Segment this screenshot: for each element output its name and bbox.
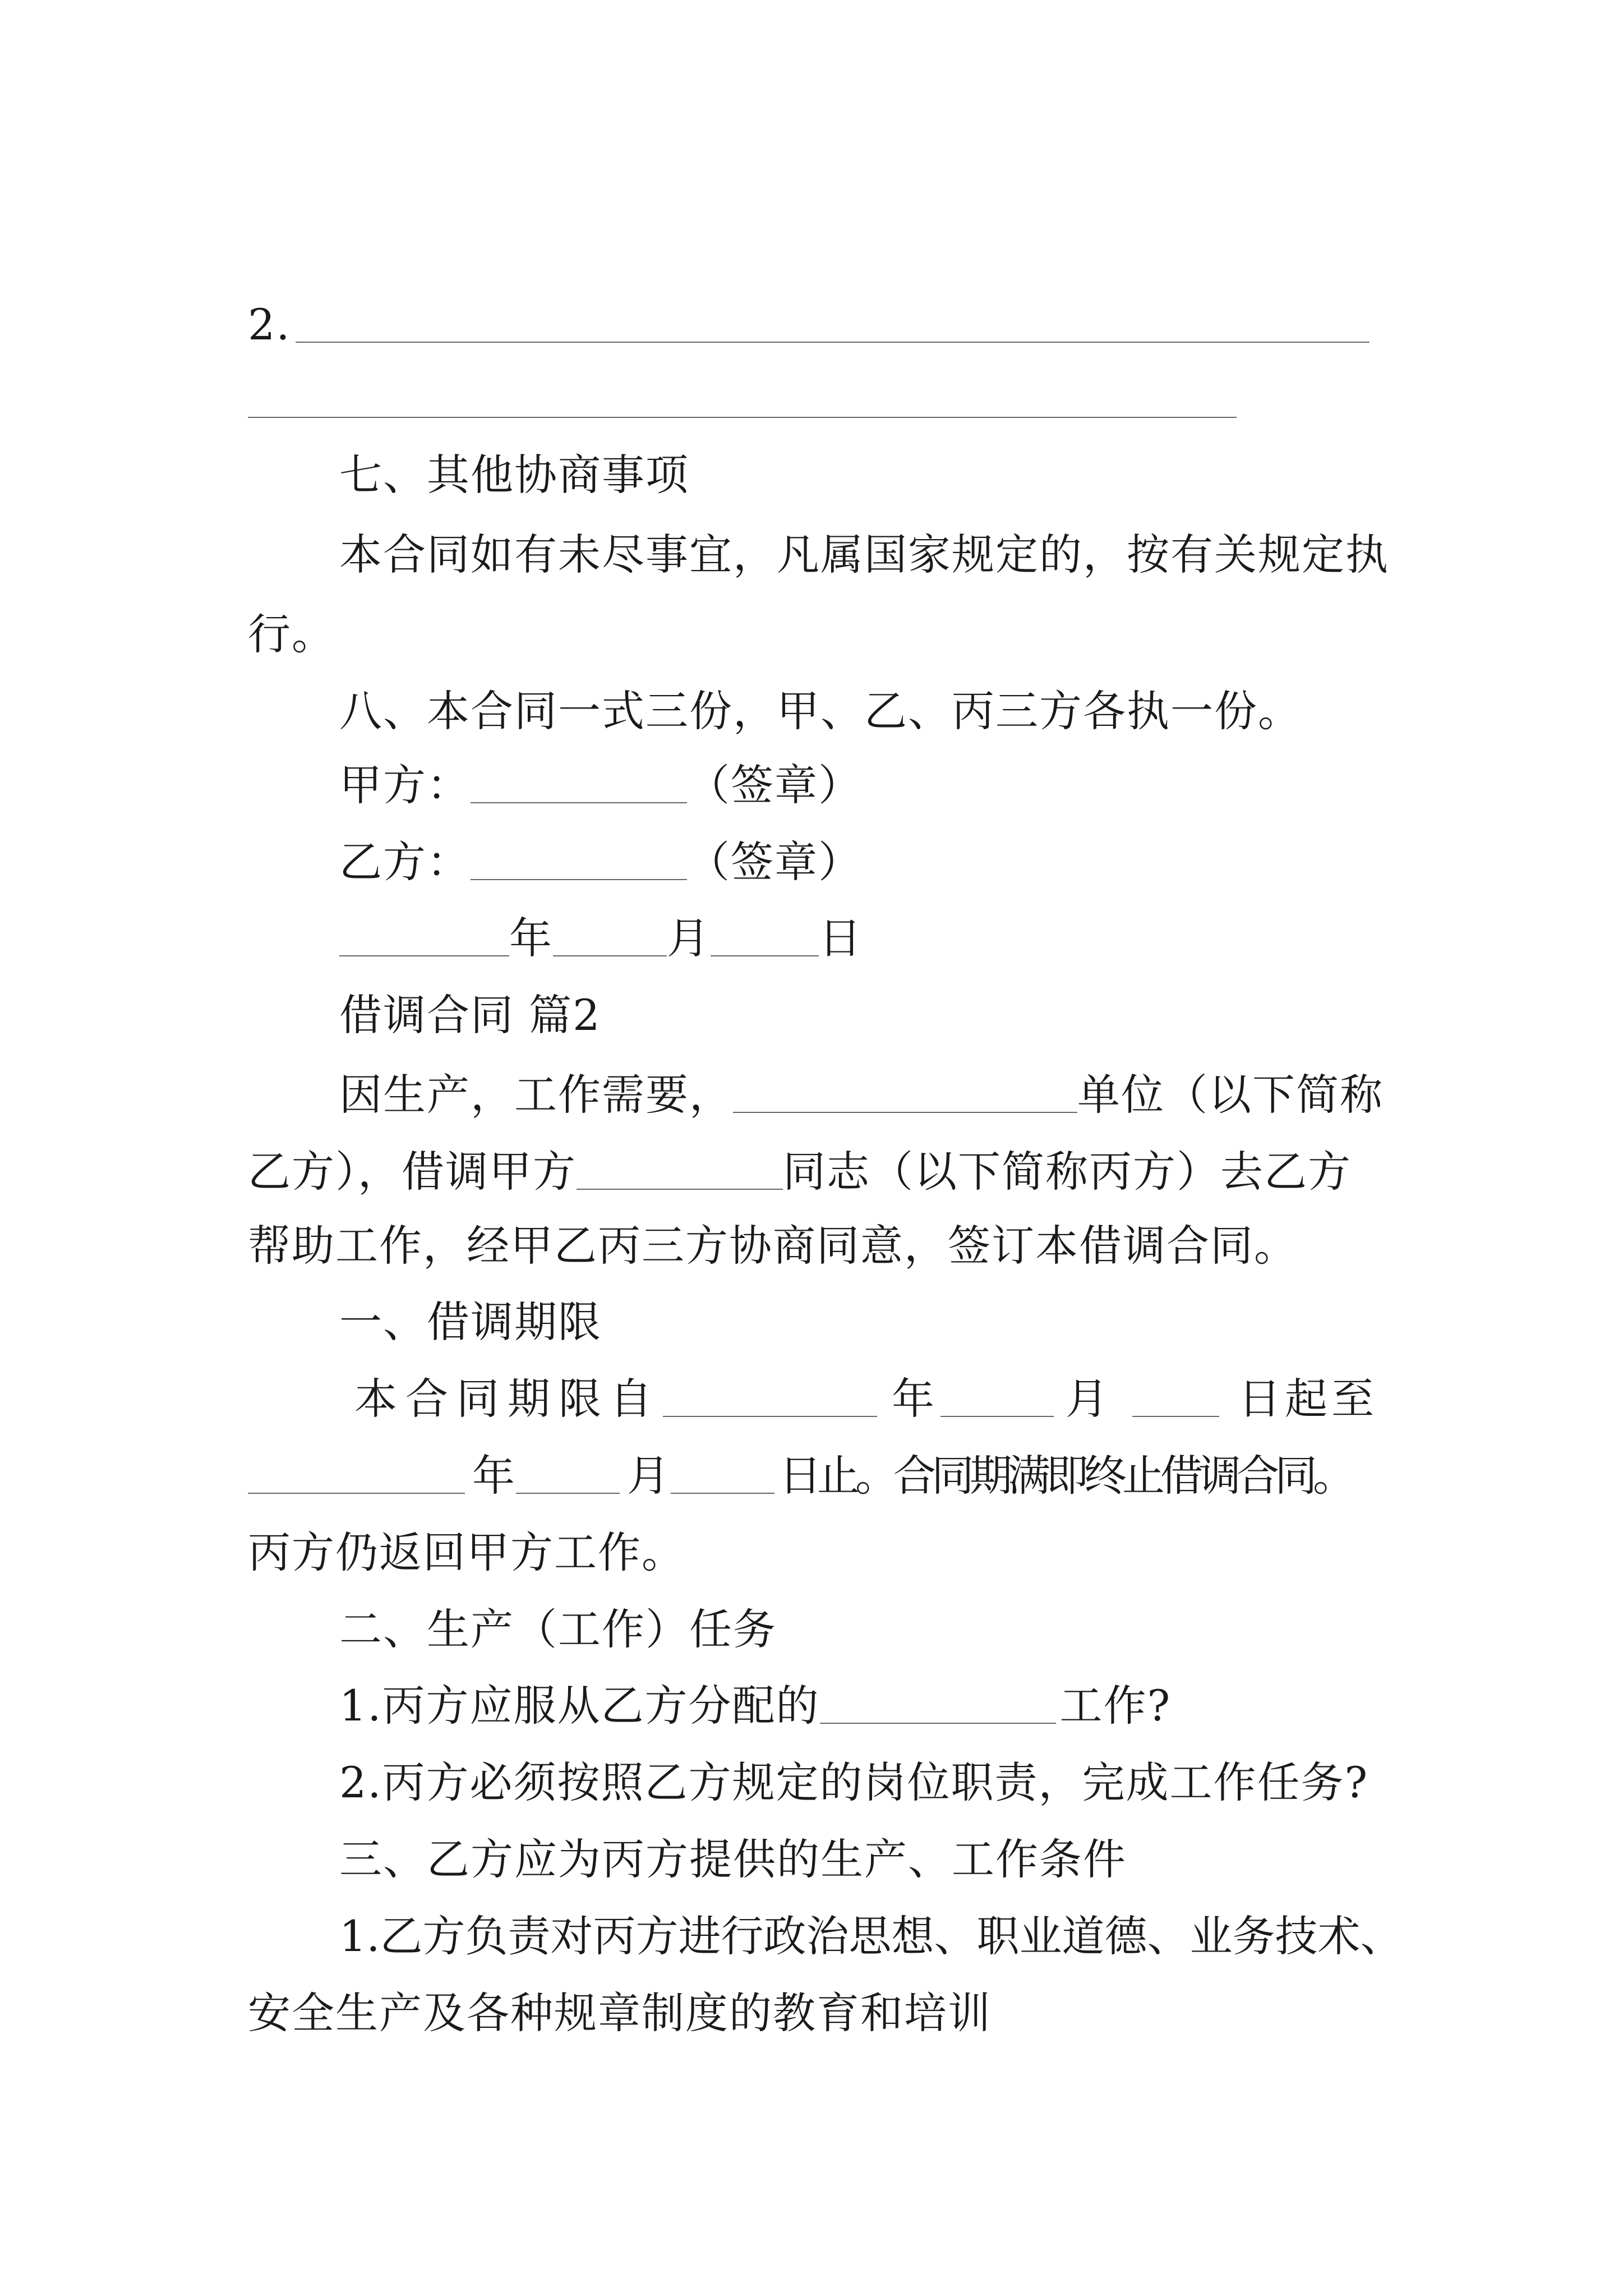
party-b-seal-note: （签章） bbox=[687, 837, 862, 887]
month-label: 月 bbox=[667, 913, 711, 963]
year-label: 年 bbox=[892, 1374, 935, 1424]
section-1-heading: 一、借调期限 bbox=[339, 1297, 602, 1347]
blank-line bbox=[471, 802, 687, 803]
intro-line-2-end: 同志（以下简称丙方）去乙方 bbox=[783, 1147, 1352, 1197]
blank-line bbox=[733, 1112, 1077, 1113]
intro-line-1-start: 因生产，工作需要， bbox=[339, 1070, 733, 1120]
section-2-item-1-end: 工作? bbox=[1059, 1681, 1172, 1731]
party-b-signature bbox=[339, 834, 862, 890]
blank-line bbox=[296, 342, 1370, 343]
party-a-seal-note: （签章） bbox=[687, 760, 862, 810]
intro-line-2 bbox=[248, 1144, 1352, 1200]
blank-line bbox=[471, 879, 687, 880]
blank-line bbox=[711, 955, 819, 956]
term-start-tail: 日起至 bbox=[1238, 1374, 1378, 1424]
section-1-line-1 bbox=[339, 1371, 1378, 1427]
party-b-label: 乙方： bbox=[339, 837, 471, 887]
blank-line bbox=[1132, 1416, 1219, 1417]
blank-line bbox=[248, 1493, 465, 1494]
blank-line bbox=[248, 417, 1237, 418]
section-2-item-1-start: 1.丙方应服从乙方分配的 bbox=[339, 1681, 820, 1731]
sign-date bbox=[339, 910, 863, 967]
section-2-item-1 bbox=[339, 1678, 1171, 1734]
section-3-item-1-line-1: 1.乙方负责对丙方进行政治思想、职业道德、业务技术、 bbox=[339, 1911, 1403, 1961]
intro-line-1-end: 单位（以下简称 bbox=[1077, 1070, 1384, 1120]
section-3-item-1-line-2: 安全生产及各种规章制度的教育和培训 bbox=[248, 1988, 992, 2038]
intro-line-2-start: 乙方），借调甲方 bbox=[248, 1147, 577, 1197]
intro-line-3: 帮助工作，经甲乙丙三方协商同意，签订本借调合同。 bbox=[248, 1221, 1298, 1271]
section-2-heading: 二、生产（工作）任务 bbox=[339, 1604, 777, 1654]
section-2-item-2: 2.丙方必须按照乙方规定的岗位职责，完成工作任务? bbox=[339, 1757, 1369, 1807]
blank-line bbox=[671, 1493, 774, 1494]
blank-line bbox=[516, 1493, 620, 1494]
section-1-line-3: 丙方仍返回甲方工作。 bbox=[248, 1527, 685, 1577]
month-label: 月 bbox=[627, 1451, 671, 1501]
month-label: 月 bbox=[1066, 1374, 1109, 1424]
section-1-line-2 bbox=[248, 1448, 1351, 1504]
blank-line bbox=[339, 955, 509, 956]
term-start-text: 本合同期限自 bbox=[354, 1374, 661, 1424]
section-3-heading: 三、乙方应为丙方提供的生产、工作条件 bbox=[339, 1834, 1127, 1884]
item-2-continuation bbox=[248, 372, 1237, 428]
blank-line bbox=[820, 1723, 1056, 1724]
year-label: 年 bbox=[472, 1451, 516, 1501]
year-label: 年 bbox=[509, 913, 553, 963]
blank-line bbox=[940, 1416, 1054, 1417]
section-8-text: 八、本合同一式三份，甲、乙、丙三方各执一份。 bbox=[339, 686, 1302, 736]
party-a-signature bbox=[339, 757, 862, 813]
term-end-text: 日止。合同期满即终止借调合同。 bbox=[779, 1451, 1351, 1501]
intro-line-1 bbox=[339, 1067, 1384, 1123]
day-label: 日 bbox=[819, 913, 863, 963]
section-7-text-line-1: 本合同如有未尽事宜，凡属国家规定的，按有关规定执 bbox=[339, 530, 1389, 579]
item-2-line bbox=[248, 297, 1370, 353]
item-2-number: 2. bbox=[248, 300, 291, 349]
contract-2-title: 借调合同 篇2 bbox=[339, 990, 601, 1040]
blank-line bbox=[577, 1189, 783, 1190]
party-a-label: 甲方： bbox=[339, 760, 471, 810]
blank-line bbox=[553, 955, 667, 956]
blank-line bbox=[663, 1416, 877, 1417]
section-7-text-line-2: 行。 bbox=[248, 609, 335, 659]
section-7-heading: 七、其他协商事项 bbox=[339, 450, 689, 500]
